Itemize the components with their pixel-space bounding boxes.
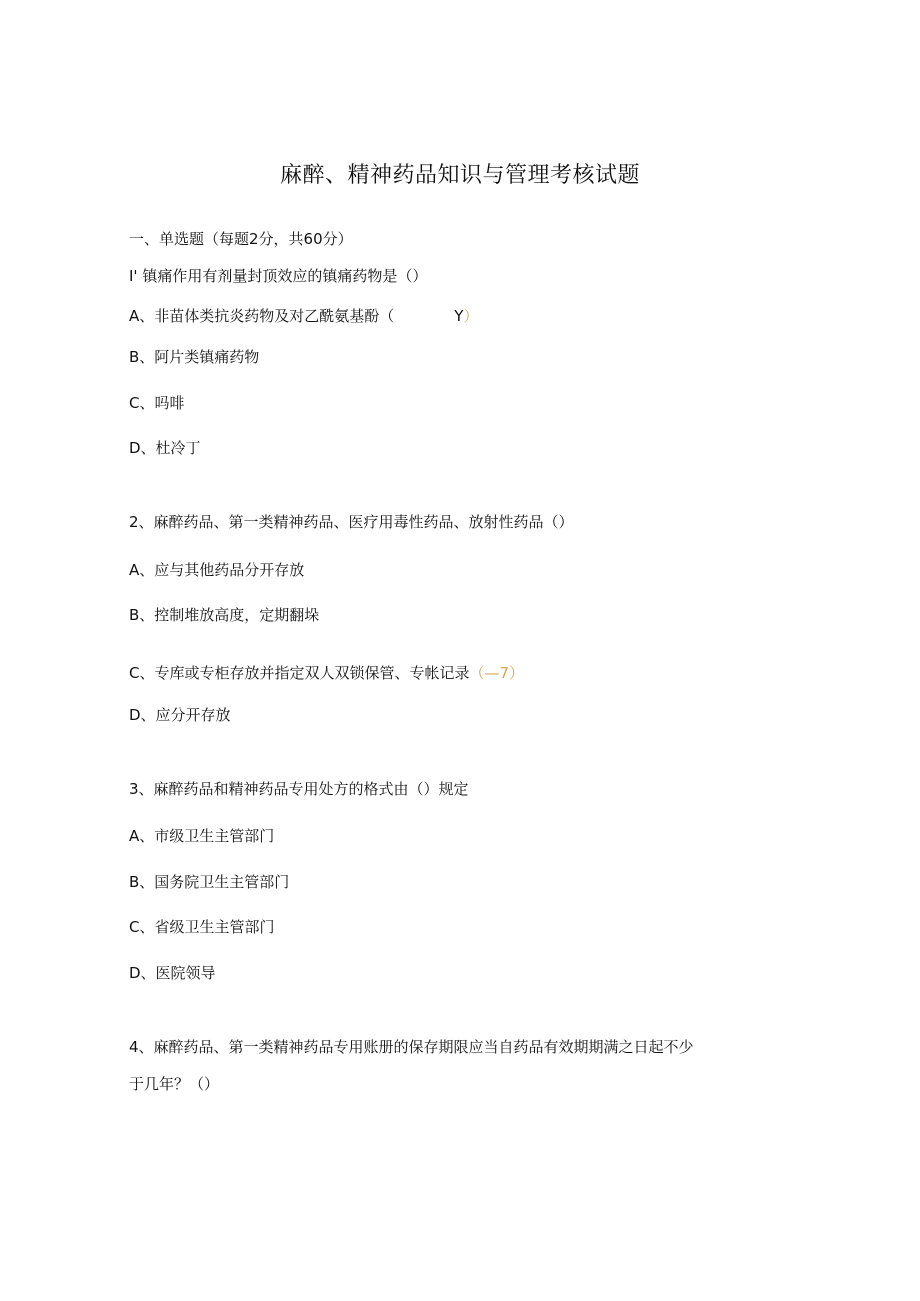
handwritten-mark: Y (454, 307, 464, 325)
question-3-option-c: C、省级卫生主管部门 (129, 918, 275, 936)
question-3-stem: 3、麻醉药品和精神药品专用处方的格式由（）规定 (129, 780, 469, 798)
question-4-stem: 4、麻醉药品、第一类精神药品专用账册的保存期限应当自药品有效期期满之日起不少 (129, 1038, 694, 1056)
question-2-option-b: B、控制堆放高度，定期翻垛 (129, 606, 320, 624)
question-1-stem: I' 镇痛作用有剂量封顶效应的镇痛药物是（） (129, 267, 428, 285)
page-title: 麻醉、精神药品知识与管理考核试题 (279, 163, 640, 188)
option-text: C、专库或专柜存放并指定双人双锁保管、专帐记录 (129, 664, 470, 682)
question-2-option-d: D、应分开存放 (129, 706, 231, 724)
question-3-option-d: D、医院领导 (129, 964, 216, 982)
handwritten-mark: （—7） (469, 664, 525, 682)
question-1-option-d: D、杜冷丁 (129, 439, 201, 457)
handwritten-mark-tail: ） (463, 307, 479, 325)
section-heading: 一、单选题（每题2分，共60分） (129, 230, 353, 248)
question-1-option-c: C、吗啡 (129, 394, 185, 412)
question-2-option-c (129, 662, 524, 684)
question-1-option-b: B、阿片类镇痛药物 (129, 348, 260, 366)
question-3-option-b: B、国务院卫生主管部门 (129, 873, 290, 891)
question-4-stem-continued: 于几年？（） (129, 1075, 220, 1093)
option-text: A、非苗体类抗炎药物及对乙酰氨基酚（ (129, 307, 395, 325)
question-1-option-a (129, 305, 478, 327)
question-2-option-a: A、应与其他药品分开存放 (129, 561, 305, 579)
question-3-option-a: A、市级卫生主管部门 (129, 827, 275, 845)
question-2-stem: 2、麻醉药品、第一类精神药品、医疗用毒性药品、放射性药品（） (129, 513, 574, 531)
